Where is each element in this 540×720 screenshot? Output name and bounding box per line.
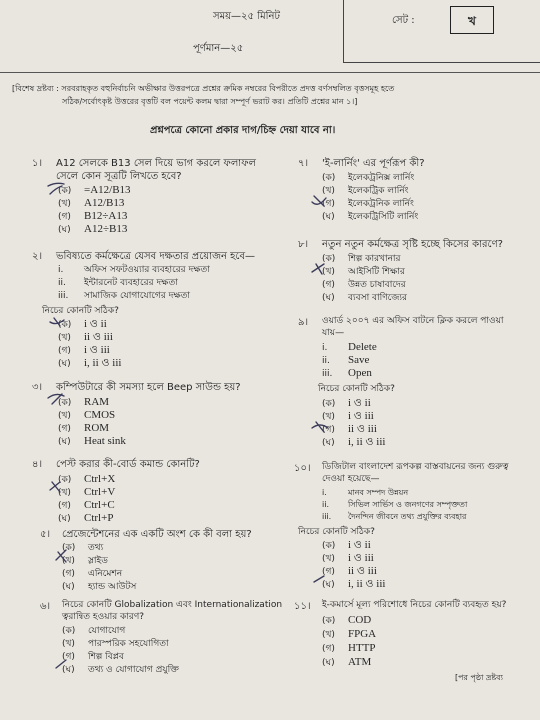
option-text: স্লাইড	[88, 556, 108, 566]
option-text: i ও ii	[348, 397, 371, 409]
option-label: (ক)	[322, 616, 336, 626]
statement-text: মানব সম্পদ উন্নয়ন	[348, 488, 409, 497]
option-text: B12÷A13	[84, 210, 128, 222]
option-text: FPGA	[348, 628, 377, 640]
option-text: A12/B13	[84, 197, 125, 209]
which-correct: নিচের কোনটি সঠিক?	[318, 384, 395, 394]
question-number: ১১।	[294, 601, 311, 612]
option-label: (ঘ)	[322, 438, 335, 448]
option	[58, 396, 109, 409]
option-label: (ক)	[58, 398, 72, 408]
option	[58, 473, 115, 486]
option-label: (খ)	[58, 333, 71, 343]
statement-label: ii.	[322, 500, 329, 509]
option-label: (গ)	[322, 644, 335, 654]
option-label: (ঘ)	[62, 665, 75, 675]
option	[322, 211, 418, 223]
statement	[58, 290, 190, 302]
statement-label: ii.	[58, 278, 66, 288]
option	[322, 266, 405, 278]
option-label: (ঘ)	[58, 437, 71, 447]
statement-label: i.	[322, 343, 328, 353]
option	[322, 410, 374, 423]
option	[58, 422, 109, 435]
option-text: i ও ii	[348, 539, 371, 551]
option	[58, 197, 124, 210]
question-number: ৬।	[40, 601, 51, 612]
option-text: ATM	[348, 656, 372, 668]
option-text: CMOS	[84, 409, 116, 421]
statement-text: অফিস সফটওয়্যার ব্যবহারের দক্ষতা	[84, 265, 210, 275]
option	[62, 625, 125, 637]
question-number: ৫।	[40, 529, 51, 540]
option	[62, 555, 108, 567]
option-text: Heat sink	[84, 435, 126, 447]
statement-label: iii.	[322, 512, 332, 521]
question-number: ৯।	[298, 317, 309, 328]
option-text: ii ও iii	[84, 331, 113, 343]
option-label: (ক)	[62, 626, 76, 636]
option-text: তথ্য	[88, 543, 104, 553]
option	[58, 499, 115, 512]
question-text: যায়—	[322, 328, 345, 338]
option-text: আইসিটি শিক্ষার	[348, 267, 405, 277]
instruction-line-2: সঠিক/সর্বোৎকৃষ্ট উত্তরের বৃত্তটি বল পয়েন্ট কলম দ্বারা সম্পূর্ণ ভরাট কর। প্রতিটি প্রশ্নের মান ১।]	[62, 97, 358, 106]
option	[322, 292, 407, 304]
option-label: (গ)	[322, 280, 335, 290]
option	[322, 614, 371, 627]
option-text: Ctrl+X	[84, 473, 116, 485]
option	[58, 435, 126, 448]
option-label: (গ)	[58, 501, 71, 511]
question-text: ত্বরান্বিত হওয়ার কারণ?	[62, 612, 145, 622]
set-label: সেট :	[392, 15, 415, 26]
option	[58, 409, 115, 422]
next-page-note: [পর পৃষ্ঠা দ্রষ্টব্য	[455, 673, 503, 682]
question-text: কম্পিউটারে কী সমস্যা হলে Beep সাউন্ড হয়?	[56, 382, 241, 393]
option	[62, 568, 122, 580]
option-text: তথ্য ও যোগাযোগ প্রযুক্তি	[88, 665, 179, 675]
statement	[322, 354, 369, 367]
option-text: i ও iii	[348, 410, 374, 422]
option-label: (খ)	[322, 186, 335, 196]
question-number: ৪।	[32, 459, 43, 470]
statement	[58, 264, 210, 276]
option-text: উন্নত চাষাবাদের	[348, 280, 406, 290]
question-number: ৮।	[298, 239, 309, 250]
option-label: (খ)	[322, 630, 335, 640]
option-label: (গ)	[322, 199, 335, 209]
option-text: ইলেকট্রিসিটি লার্নিং	[348, 212, 419, 222]
option-text: COD	[348, 614, 372, 626]
time-label: সময়—২৫ মিনিট	[213, 11, 280, 22]
option-label: (ঘ)	[322, 580, 335, 590]
statement-label: i.	[58, 265, 64, 275]
option-label: (খ)	[58, 411, 71, 421]
option-text: ইলেকট্রনিক্স লার্নিং	[348, 173, 415, 183]
option	[58, 486, 115, 499]
option-label: (গ)	[58, 424, 71, 434]
option-label: (ক)	[58, 186, 72, 196]
question-number: ২।	[32, 251, 43, 262]
question-number: ৭।	[298, 158, 309, 169]
option-label: (গ)	[322, 425, 335, 435]
option-text: i ও iii	[84, 344, 110, 356]
option-label: (ক)	[322, 254, 336, 264]
statement-text: Delete	[348, 341, 377, 353]
option-label: (গ)	[62, 569, 75, 579]
option-text: শিল্প কারখানার	[348, 254, 401, 264]
which-correct: নিচের কোনটি সঠিক?	[298, 527, 375, 537]
option-label: (ক)	[322, 399, 336, 409]
statement-text: ইন্টারনেট ব্যবহারের দক্ষতা	[84, 278, 178, 288]
option-text: =A12/B13	[84, 184, 131, 196]
option-label: (খ)	[62, 639, 75, 649]
option-label: (ঘ)	[58, 225, 71, 235]
option	[322, 628, 376, 641]
option-label: (ঘ)	[322, 658, 335, 668]
question-text: ওয়ার্ড ২০০৭ এর অফিস বাটনে ক্লিক করলে পাওয়া	[322, 316, 504, 326]
option-label: (ক)	[62, 543, 76, 553]
option-text: A12÷B13	[84, 223, 128, 235]
question-text: সেলে কোন সূত্রটি লিখতে হবে?	[56, 171, 182, 182]
option-label: (খ)	[58, 488, 71, 498]
option-label: (খ)	[58, 199, 71, 209]
statement-text: Save	[348, 354, 370, 366]
option	[322, 185, 409, 197]
set-value: খ	[468, 14, 476, 28]
option	[62, 581, 136, 593]
question-text: নিচের কোনটি Globalization এবং Internationalization	[62, 600, 283, 610]
question-text: পেস্ট করার কী-বোর্ড কমান্ড কোনটি?	[56, 459, 200, 470]
statement-label: iii.	[58, 291, 69, 301]
option-label: (ঘ)	[58, 359, 71, 369]
option-label: (ঘ)	[62, 582, 75, 592]
statement-label: iii.	[322, 369, 333, 379]
option	[322, 172, 414, 184]
question-number: ১০।	[294, 463, 311, 474]
option-label: (গ)	[58, 346, 71, 356]
question-text: নতুন নতুন কর্মক্ষেত্র সৃষ্টি হচ্ছে কিসের কারণে?	[322, 239, 503, 250]
option	[322, 423, 377, 436]
option-text: ROM	[84, 422, 110, 434]
option-text: ব্যবসা বাণিজ্যের	[348, 293, 407, 303]
question-text: ই-কমার্সে মূল্য পরিশোধে নিচের কোনটি ব্যবহৃত হয়?	[322, 600, 507, 610]
option-text: i ও iii	[348, 552, 374, 564]
statement-label: ii.	[322, 356, 330, 366]
set-box	[450, 6, 494, 34]
option	[322, 642, 376, 655]
option	[58, 344, 110, 357]
option	[58, 184, 131, 197]
option	[322, 656, 371, 669]
option-label: (ঘ)	[322, 293, 335, 303]
question-text: A12 সেলকে B13 সেল দিয়ে ভাগ করলে ফলাফল	[56, 158, 256, 169]
option	[62, 664, 179, 676]
option	[58, 210, 127, 223]
statement	[322, 367, 372, 380]
option-text: Ctrl+V	[84, 486, 116, 498]
which-correct: নিচের কোনটি সঠিক?	[42, 306, 119, 316]
option	[322, 279, 406, 291]
option	[322, 565, 377, 578]
question-text: দেওয়া হয়েছে—	[322, 474, 380, 484]
option-text: i, ii ও iii	[84, 357, 122, 369]
question-number: ১।	[32, 158, 43, 169]
statement	[322, 499, 467, 510]
option	[322, 539, 371, 552]
question-text: 'ই-লার্নিং' এর পূর্ণরূপ কী?	[322, 158, 425, 169]
option-text: যোগাযোগ	[88, 626, 126, 636]
option	[322, 397, 371, 410]
option-text: এনিমেশন	[88, 569, 123, 579]
statement	[322, 341, 377, 354]
full-marks-label: পূর্ণমান—২৫	[193, 43, 244, 54]
option-label: (খ)	[62, 556, 75, 566]
option-text: i, ii ও iii	[348, 578, 386, 590]
option-text: হ্যান্ড আউটস	[88, 582, 137, 592]
option-label: (গ)	[322, 567, 335, 577]
statement-text: সিভিল সার্ভিস ও জনগণের সম্পৃক্ততা	[348, 500, 468, 509]
question-number: ৩।	[32, 382, 43, 393]
option	[62, 542, 103, 554]
option-text: i, ii ও iii	[348, 436, 386, 448]
option-text: ii ও iii	[348, 423, 377, 435]
option	[58, 512, 113, 525]
option-label: (খ)	[322, 412, 335, 422]
statement	[322, 511, 466, 522]
header-box-left-border	[343, 0, 344, 62]
option-text: Ctrl+P	[84, 512, 114, 524]
option	[62, 651, 124, 663]
option-label: (গ)	[58, 212, 71, 222]
option-text: ইলেকট্রিক লার্নিং	[348, 186, 409, 196]
option-label: (ঘ)	[322, 212, 335, 222]
option-label: (গ)	[62, 652, 75, 662]
option-label: (খ)	[322, 267, 335, 277]
option	[58, 318, 107, 331]
option-text: Ctrl+C	[84, 499, 115, 511]
option-text: শিল্প বিপ্লব	[88, 652, 124, 662]
statement	[58, 277, 178, 289]
option	[62, 638, 169, 650]
option-text: i ও ii	[84, 318, 107, 330]
option	[322, 198, 414, 210]
option	[58, 357, 121, 370]
option	[322, 436, 385, 449]
option	[58, 331, 113, 344]
option-text: HTTP	[348, 642, 376, 654]
statement-text: Open	[348, 367, 372, 379]
option-text: RAM	[84, 396, 110, 408]
option-label: (ঘ)	[58, 514, 71, 524]
statement-text: সামাজিক যোগাযোগের দক্ষতা	[84, 291, 191, 301]
statement	[322, 487, 408, 498]
option-label: (খ)	[322, 554, 335, 564]
option-label: (ক)	[58, 475, 72, 485]
instruction-line-1: [বিশেষ দ্রষ্টব্য : সরবরাহকৃত বহুনির্বাচনি অভীক্ষার উত্তরপত্রে প্রশ্নের ক্রমিক নম্বরের বিপরীতে প্রদত্ত বর্ণসম্বলিত বৃত্তসমূহ হতে	[12, 84, 395, 93]
option-label: (ক)	[58, 320, 72, 330]
question-text: ভবিষ্যতে কর্মক্ষেত্রে যেসব দক্ষতার প্রয়োজন হবে—	[56, 251, 256, 262]
option	[322, 578, 385, 591]
option-text: পারস্পরিক সহযোগিতা	[88, 639, 169, 649]
question-text: ডিজিটাল বাংলাদেশ রূপকল্প বাস্তবায়নের জন্য গুরুত্ব	[322, 462, 509, 472]
no-mark-warning: প্রশ্নপত্রে কোনো প্রকার দাগ/চিহ্ন দেয়া যাবে না।	[150, 125, 336, 136]
option-text: ইলেকট্রনিক লার্নিং	[348, 199, 414, 209]
header-box-bottom-border	[343, 62, 540, 63]
option	[322, 253, 401, 265]
option-label: (ক)	[322, 541, 336, 551]
option-text: ii ও iii	[348, 565, 377, 577]
statement-text: দৈনন্দিন জীবনে তথ্য প্রযুক্তির ব্যবহার	[348, 512, 467, 521]
option	[322, 552, 374, 565]
statement-label: i.	[322, 488, 327, 497]
option	[58, 223, 127, 236]
option-label: (ক)	[322, 173, 336, 183]
header-divider	[0, 72, 540, 73]
question-text: প্রেজেন্টেশনের এক একটি অংশ কে কী বলা হয়?	[62, 529, 252, 540]
